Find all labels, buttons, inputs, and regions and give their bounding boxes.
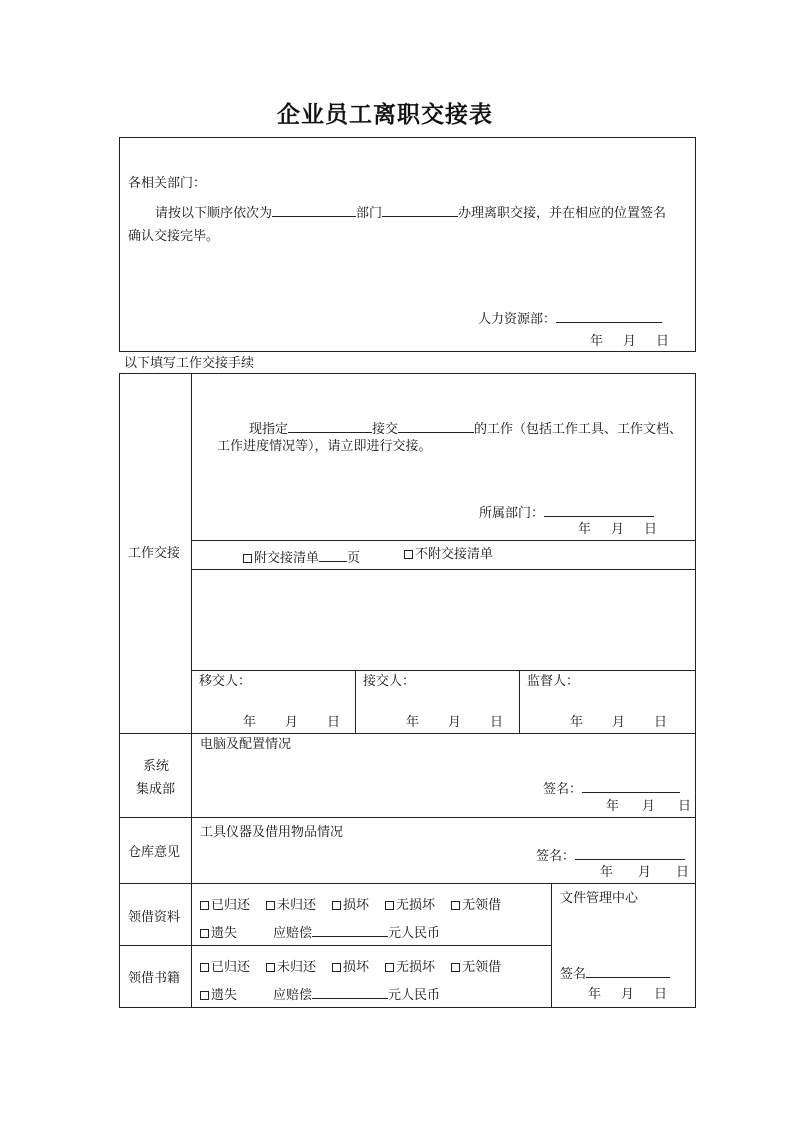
work-handover-label: 工作交接 [128, 546, 181, 561]
option-returned[interactable]: 已归还 [200, 898, 250, 913]
warehouse-date [600, 866, 689, 879]
checkbox[interactable] [200, 929, 209, 938]
checkbox[interactable] [266, 901, 275, 910]
option-lost[interactable]: 遗失 [200, 926, 237, 941]
month-label: 月 [642, 799, 656, 814]
assignee-field[interactable] [288, 419, 372, 433]
day-label: 日 [654, 715, 668, 730]
day-label: 日 [678, 799, 692, 814]
day-label: 日 [654, 987, 668, 1002]
option-not-returned[interactable]: 未归还 [266, 898, 316, 913]
supervisor-label: 监督人： [527, 674, 580, 689]
currency-label: 元人民币 [388, 988, 441, 1003]
day-label: 日 [656, 334, 670, 349]
department-field[interactable] [382, 203, 458, 217]
assign-prefix: 现指定 [249, 422, 289, 437]
handover-to-date [406, 716, 503, 729]
month-label: 月 [285, 715, 299, 730]
sign-label: 签名： [536, 849, 576, 864]
month-label: 月 [623, 334, 637, 349]
warehouse-signature-field[interactable] [575, 846, 685, 860]
borrow-books-lost [200, 985, 440, 1002]
checkbox[interactable] [200, 963, 209, 972]
checkbox[interactable] [332, 901, 341, 910]
attach-list-option[interactable] [243, 548, 360, 565]
hr-label: 人力资源部： [478, 312, 557, 327]
borrow-materials-lost [200, 923, 440, 940]
hr-signature-field[interactable] [556, 309, 662, 323]
day-label: 日 [490, 715, 504, 730]
sign-label: 签名： [543, 782, 583, 797]
warehouse-content: 工具仪器及借用物品情况 [200, 825, 344, 840]
compensation-label: 应赔偿 [273, 988, 313, 1003]
checkbox[interactable] [385, 963, 394, 972]
attach-list-checkbox[interactable] [243, 554, 252, 563]
doc-center-signature-field[interactable] [586, 964, 670, 978]
doc-center-signature [560, 964, 670, 981]
system-signature-field[interactable] [582, 779, 680, 793]
sign-label: 签名 [560, 967, 587, 982]
checkbox[interactable] [200, 991, 209, 1000]
notice-line1-mid: 部门 [356, 206, 383, 221]
compensation-field[interactable] [312, 923, 388, 937]
option-returned[interactable]: 已归还 [200, 960, 250, 975]
month-label: 月 [612, 715, 626, 730]
checkbox[interactable] [451, 963, 460, 972]
option-not-returned[interactable]: 未归还 [266, 960, 316, 975]
option-none-borrowed[interactable]: 无领借 [451, 960, 501, 975]
attach-pages-field[interactable] [319, 548, 347, 562]
system-date [606, 800, 691, 813]
option-damaged[interactable]: 损坏 [332, 898, 369, 913]
option-none-borrowed[interactable]: 无领借 [451, 898, 501, 913]
assign-suffix: 的工作（包括工作工具、工作文档、 [474, 422, 683, 437]
work-date [578, 523, 657, 536]
section-label: 以下填写工作交接手续 [124, 356, 255, 371]
checkbox[interactable] [385, 901, 394, 910]
borrow-materials-options [200, 899, 501, 912]
day-label: 日 [327, 715, 341, 730]
borrow-books-label: 领借书籍 [128, 971, 181, 986]
attach-pages-label: 页 [347, 551, 361, 566]
year-label: 年 [600, 865, 614, 880]
assign-mid: 接交 [372, 422, 399, 437]
page-title: 企业员工离职交接表 [277, 102, 493, 128]
month-label: 月 [611, 522, 625, 537]
resigner-field[interactable] [398, 419, 474, 433]
dept-signature [479, 503, 654, 520]
month-label: 月 [638, 865, 652, 880]
year-label: 年 [588, 987, 602, 1002]
attach-list-label: 附交接清单 [254, 551, 320, 566]
no-attach-list-checkbox[interactable] [404, 550, 413, 559]
checkbox[interactable] [200, 901, 209, 910]
option-undamaged[interactable]: 无损坏 [385, 898, 435, 913]
warehouse-label: 仓库意见 [128, 845, 181, 860]
year-label: 年 [243, 715, 257, 730]
month-label: 月 [621, 987, 635, 1002]
checkbox[interactable] [332, 963, 341, 972]
system-signature [543, 779, 680, 796]
hr-signature [478, 309, 662, 326]
year-label: 年 [578, 522, 592, 537]
handover-from-label: 移交人： [199, 674, 252, 689]
system-content: 电脑及配置情况 [200, 737, 292, 752]
option-lost[interactable]: 遗失 [200, 988, 237, 1003]
assign-line1 [249, 419, 682, 436]
assign-line2: 工作进度情况等），请立即进行交接。 [217, 439, 432, 454]
month-label: 月 [448, 715, 462, 730]
department-sequence-field[interactable] [272, 203, 356, 217]
doc-center-date [588, 988, 667, 1001]
dept-label: 所属部门： [479, 506, 545, 521]
day-label: 日 [676, 865, 690, 880]
no-attach-list-label: 不附交接清单 [415, 547, 494, 562]
compensation-field[interactable] [312, 985, 388, 999]
system-label-line1: 系统 [143, 759, 170, 774]
year-label: 年 [590, 334, 604, 349]
handover-to-label: 接交人： [363, 674, 416, 689]
day-label: 日 [644, 522, 658, 537]
year-label: 年 [570, 715, 584, 730]
year-label: 年 [606, 799, 620, 814]
warehouse-signature [536, 846, 685, 863]
doc-center-label: 文件管理中心 [560, 891, 639, 906]
no-attach-list-option[interactable] [404, 548, 493, 561]
notice-line2: 确认交接完毕。 [128, 229, 220, 244]
notice-salutation: 各相关部门： [128, 176, 207, 191]
checkbox[interactable] [451, 901, 460, 910]
supervisor-date [570, 716, 667, 729]
checkbox[interactable] [266, 963, 275, 972]
handover-from-date [243, 716, 340, 729]
dept-field[interactable] [544, 503, 654, 517]
year-label: 年 [406, 715, 420, 730]
system-label-line2: 集成部 [136, 782, 176, 797]
notice-line1-prefix: 请按以下顺序依次为 [155, 206, 273, 221]
option-damaged[interactable]: 损坏 [332, 960, 369, 975]
borrow-books-options [200, 961, 501, 974]
borrow-materials-label: 领借资料 [128, 910, 181, 925]
notice-line1-suffix: 办理离职交接，并在相应的位置签名 [458, 206, 667, 221]
notice-date [590, 335, 669, 348]
compensation-label: 应赔偿 [273, 926, 313, 941]
currency-label: 元人民币 [388, 926, 441, 941]
notice-line1 [155, 203, 666, 220]
option-undamaged[interactable]: 无损坏 [385, 960, 435, 975]
